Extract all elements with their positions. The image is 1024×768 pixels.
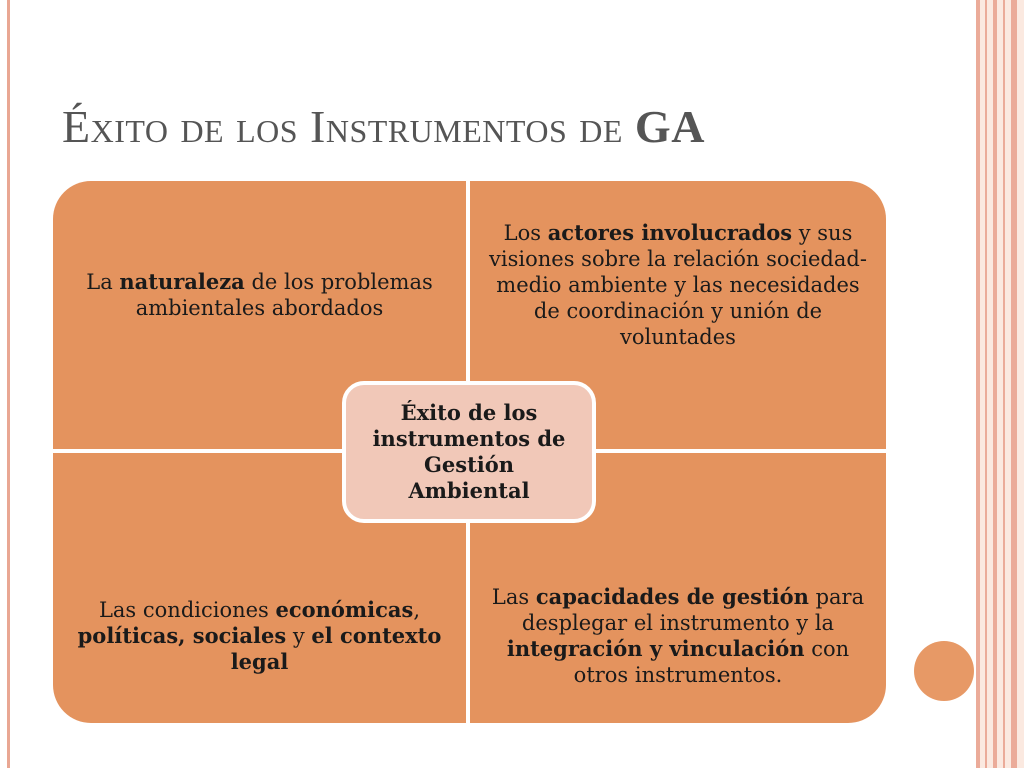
quadrant-bottom-right-text (484, 584, 872, 688)
text-emphasis: políticas, sociales (77, 622, 287, 648)
text-emphasis: actores involucrados (547, 220, 793, 245)
text-segment: para desplegar el instrumento y la (521, 584, 865, 635)
text-emphasis: económicas (275, 596, 414, 622)
text-segment: Las condiciones (98, 597, 276, 622)
text-segment: y sus visiones sobre la relación sociedad-medio ambiente y las necesidades de coordinación y unión de voluntades (489, 221, 867, 349)
text-segment: Las (491, 584, 536, 609)
text-segment: y (286, 623, 312, 648)
text-segment: con otros instrumentos. (573, 636, 850, 687)
center-node-text: Éxito de los instrumentos de Gestión Ambiental (372, 400, 566, 503)
text-segment: Los (503, 221, 548, 245)
text-emphasis: naturaleza (119, 269, 245, 294)
text-segment: La (86, 270, 120, 294)
decorative-stripe (993, 0, 997, 768)
text-emphasis: integración y vinculación (506, 635, 805, 661)
text-segment: de los problemas ambientales abordados (135, 270, 433, 320)
decorative-stripe (985, 0, 987, 768)
decorative-circle (914, 641, 974, 701)
quadrant-top-left-text (71, 269, 448, 321)
text-emphasis: capacidades de gestión (535, 583, 809, 609)
quadrant-bottom-left-text (65, 597, 454, 675)
slide-title (62, 100, 705, 153)
left-accent-line (7, 0, 10, 768)
text-segment: , (413, 597, 421, 622)
slide-title-text: Éxito de los Instrumentos de (62, 101, 623, 152)
slide-title-acronym: GA (634, 101, 705, 152)
text-emphasis: el contexto legal (230, 622, 442, 674)
decorative-stripe (1011, 0, 1017, 768)
center-node (342, 381, 596, 523)
decorative-stripe (1003, 0, 1005, 768)
decorative-stripe (976, 0, 980, 768)
quadrant-top-right-text (486, 220, 870, 350)
